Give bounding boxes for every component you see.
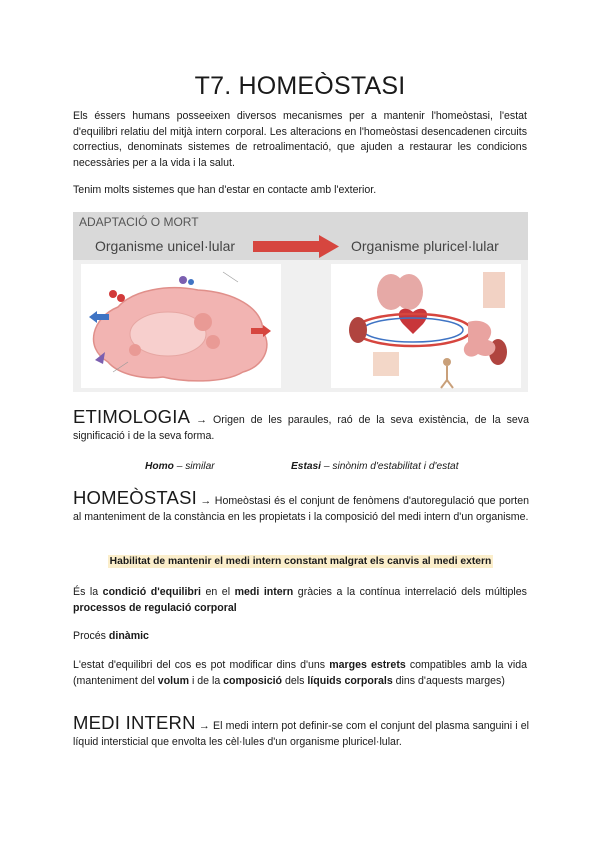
figure-right-label: Organisme pluricel·lular (351, 238, 499, 254)
page-title: T7. HOMEÒSTASI (194, 72, 406, 100)
process-paragraph (73, 629, 527, 645)
estat-bold-3: composició (223, 674, 283, 687)
proc-bold: dinàmic (108, 630, 149, 642)
term-homo-meaning: similar (185, 461, 215, 472)
etymology-arrow: → (196, 414, 208, 426)
figure-left-label: Organisme unicel·lular (95, 238, 236, 254)
estat-text-3: i de la (189, 674, 224, 687)
estat-bold-1: marges estrets (329, 659, 406, 671)
intro-paragraph: Els éssers humans posseeixen diversos mecanismes per a mantenir l'homeòstasi, l'estat d'equilibri relatiu del mitjà intern corporal. Les alteracions en l'homeòstasi desencadenen circuits correctius, denominats sistemes de retroalimentació, que ajuden a restaurar les condicions necessàries per a la vida i la salut. (73, 110, 527, 169)
homeostasis-highlight (73, 556, 528, 567)
adaptation-figure-svg (73, 212, 528, 392)
cond-text-2: en el (200, 586, 235, 598)
figure-heading: ADAPTACIÓ O MORT (79, 215, 199, 229)
internal-environment-heading: MEDI INTERN (73, 712, 196, 733)
internal-environment-arrow: → (198, 720, 210, 732)
etymology-text: Origen de les paraules, raó de la seva existència, de la seva significació i de la seva forma. (73, 414, 529, 442)
estat-text-2: compatibles amb la vida (manteniment del (73, 659, 527, 687)
adaptation-figure (73, 212, 528, 392)
state-paragraph (73, 658, 527, 689)
estat-bold-2: volum (157, 674, 189, 687)
etymology-heading: ETIMOLOGIA (73, 406, 191, 427)
internal-environment-section (73, 712, 529, 750)
multicellular-organism-illustration (331, 264, 521, 388)
term-homo-word: Homo (145, 461, 174, 472)
estat-text-5: dins d'aquests marges) (392, 674, 505, 687)
estat-text-1: L'estat d'equilibri del cos es pot modificar dins d'uns (73, 659, 330, 671)
term-estasi-dash: – (321, 461, 333, 472)
term-estasi-meaning: sinònim d'estabilitat i d'estat (332, 461, 459, 472)
cond-text-3: gràcies a la contínua interrelació dels múltiples (293, 586, 527, 598)
unicellular-cell-illustration (81, 264, 281, 388)
homeostasis-arrow: → (200, 495, 212, 507)
homeostasis-section (73, 487, 530, 525)
systems-paragraph: Tenim molts sistemes que han d'estar en contacte amb l'exterior. (73, 184, 377, 196)
etymology-term-estasi (291, 461, 459, 472)
estat-text-4: dels (282, 674, 308, 687)
term-estasi-word: Estasi (291, 461, 322, 472)
highlight-text: Habilitat de mantenir el medi intern constant malgrat els canvis al medi extern (109, 556, 492, 567)
equilibrium-paragraph (73, 585, 527, 616)
etymology-terms (73, 461, 528, 475)
etymology-section (73, 406, 529, 444)
proc-text: Procés (73, 630, 109, 642)
estat-bold-4: líquids corporals (307, 674, 393, 687)
cond-bold-2: medi intern (234, 586, 294, 598)
cond-bold-3: processos de regulació corporal (73, 601, 237, 614)
term-homo-dash: – (173, 461, 186, 472)
etymology-term-homo (145, 461, 215, 472)
homeostasis-heading: HOMEÒSTASI (73, 487, 197, 508)
cond-bold-1: condició d'equilibri (102, 586, 201, 598)
homeostasis-text: Homeòstasi és el conjunt de fenòmens d'autoregulació que porten al manteniment de la constància en les propietats i la composició del medi intern d'un organisme. (73, 495, 530, 523)
cond-text-1: És la (73, 586, 103, 598)
internal-environment-text: El medi intern pot definir-se com el conjunt del plasma sanguini i el líquid intersticial que envolta les cèl·lules d'un organisme pluricel·lular. (73, 720, 529, 748)
